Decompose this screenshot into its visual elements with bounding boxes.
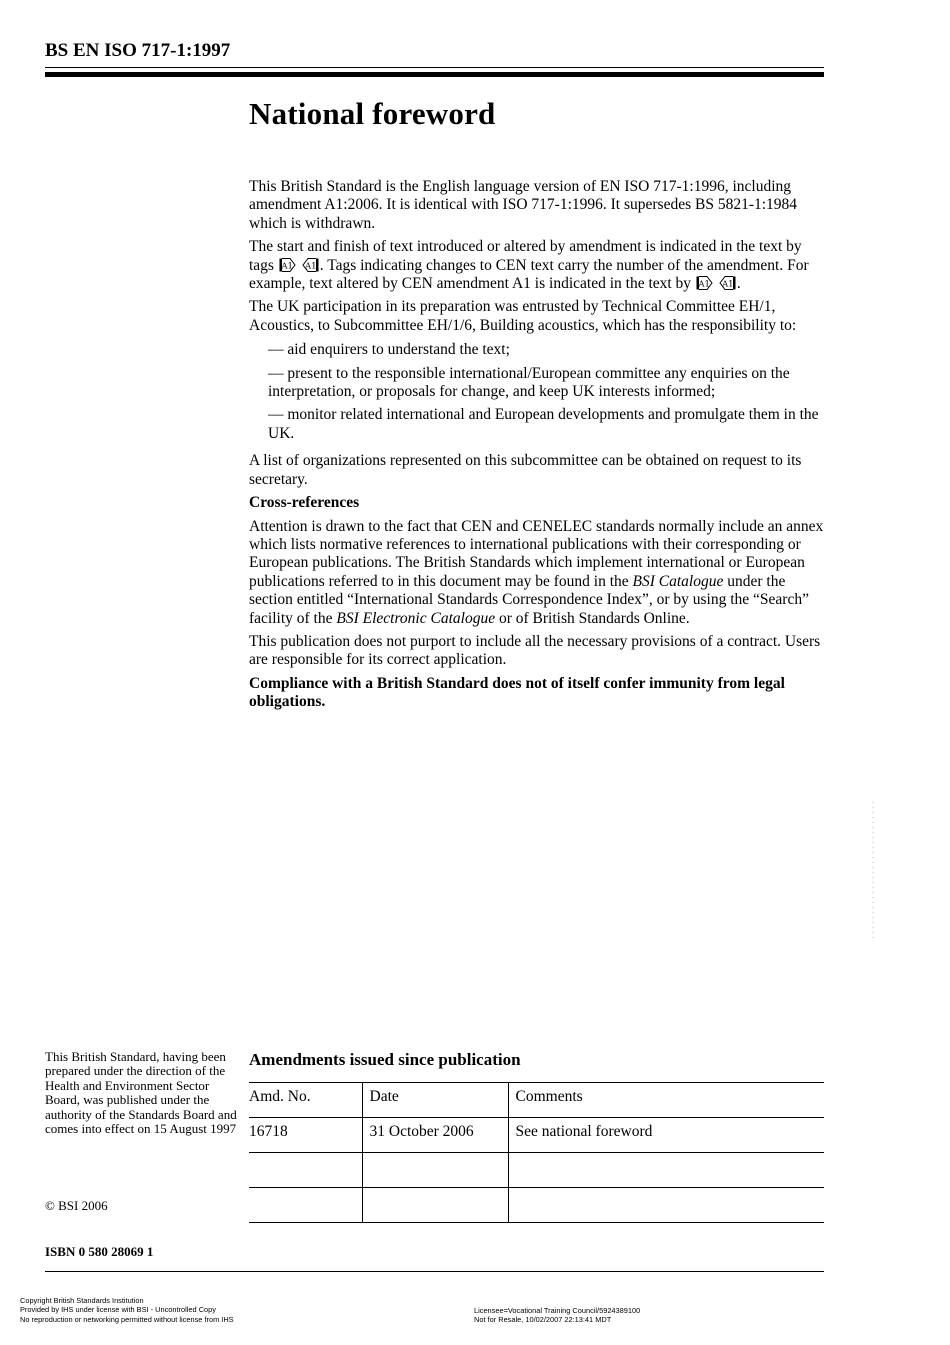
bsi-catalogue-ref: BSI Catalogue [632,572,724,590]
table-header-row [249,1083,824,1118]
license-notice-right [474,1306,640,1325]
example-start-tag-icon [696,276,713,290]
table-row [249,1153,824,1188]
table-row [249,1188,824,1223]
table-cell: 31 October 2006 [362,1118,508,1153]
table-cell [362,1153,508,1188]
isbn: ISBN 0 580 28069 1 [45,1244,154,1259]
svg-text:A1: A1 [281,261,293,272]
provisions-paragraph: This publication does not purport to include all the necessary provisions of a contract. Users are responsible for its correct application. [249,632,821,669]
table-cell: 16718 [249,1118,362,1153]
license-notice-left [20,1296,234,1324]
intro-paragraph: This British Standard is the English language version of EN ISO 717-1:1996, including amendment A1:2006. It is identical with ISO 717-1:1996. It supersedes BS 5821-1:1984 which is withdrawn. [249,178,798,232]
committee-paragraph: The UK participation in its preparation was entrusted by Technical Committee EH/1, Acoustics, to Subcommittee EH/1/6, Building acoustics, which has the responsibility to: [249,298,797,334]
amendments-title: Amendments issued since publication [249,1050,521,1069]
bsi-electronic-catalogue-ref: BSI Electronic Catalogue [336,609,496,627]
list-item: — present to the responsible international/European committee any enquiries on the interpretation, or proposals for change, and keep UK interests informed; [268,364,790,401]
table-cell: See national foreword [508,1118,824,1153]
license-line: Licensee=Vocational Training Council/5924389100 [474,1306,641,1315]
table-row [249,1118,824,1153]
license-line: Provided by IHS under license with BSI - Uncontrolled Copy [20,1305,216,1315]
svg-text:A1: A1 [304,261,317,272]
responsibility-list [249,341,825,443]
margin-watermark [871,800,875,940]
list-item: — aid enquirers to understand the text; [268,341,510,359]
license-line: No reproduction or networking permitted without license from IHS [20,1314,234,1324]
page-title: National foreword [249,96,496,131]
amendments-table [249,1082,824,1223]
license-line: Copyright British Standards Institution [20,1296,144,1305]
table-cell [362,1188,508,1223]
amendment-start-tag-icon [279,258,296,272]
compliance-statement: Compliance with a British Standard does not of itself confer immunity from legal obligations. [249,674,785,711]
publication-note: This British Standard, having been prepared under the direction of the Health and Environment Sector Board, was published under the authority of the Standards Board and comes into effect on 15 August 1997 [45,1049,237,1137]
foreword-body [249,178,825,717]
table-cell [249,1153,362,1188]
column-header: Amd. No. [249,1083,362,1118]
example-end-tag-icon [719,276,736,290]
amendment-end-tag-icon [302,258,319,272]
svg-text:A1: A1 [698,279,710,290]
header-rule-thin [45,67,824,68]
organizations-paragraph: A list of organizations represented on this subcommittee can be obtained on request to its secretary. [249,452,802,488]
cross-references-heading: Cross-references [249,494,360,512]
column-header: Date [362,1083,508,1118]
list-item: — monitor related international and European developments and promulgate them in the UK. [268,406,819,442]
column-header: Comments [508,1083,824,1118]
amendment-tags-paragraph: The start and finish of text introduced or altered by amendment is indicated in the text by tags A1 A1 . Tags indicating changes to CEN text carry the number of the amendment. For example, text altered by CEN amendment A1 is indicated in the text by A1 A1 . [249,238,809,293]
license-line: Not for Resale, 10/02/2007 22:13:41 MDT [474,1315,612,1325]
table-cell [508,1153,824,1188]
header-rule-thick [45,72,824,77]
footer-rule [45,1271,824,1272]
table-cell [249,1188,362,1223]
table-cell [508,1188,824,1223]
svg-text:A1: A1 [721,279,734,290]
standard-number: BS EN ISO 717-1:1997 [45,40,231,61]
copyright-notice: © BSI 2006 [45,1198,108,1213]
cross-references-paragraph: Attention is drawn to the fact that CEN and CENELEC standards normally include an annex which lists normative references to international publications with their corresponding or European publications. The British Standards which implement international or European publications referred to in this document may be found in the BSI Catalogue under the section entitled “International Standards Correspondence Index”, or by using the “Search” facility of the BSI Electronic Catalogue or of British Standards Online. [249,517,824,627]
